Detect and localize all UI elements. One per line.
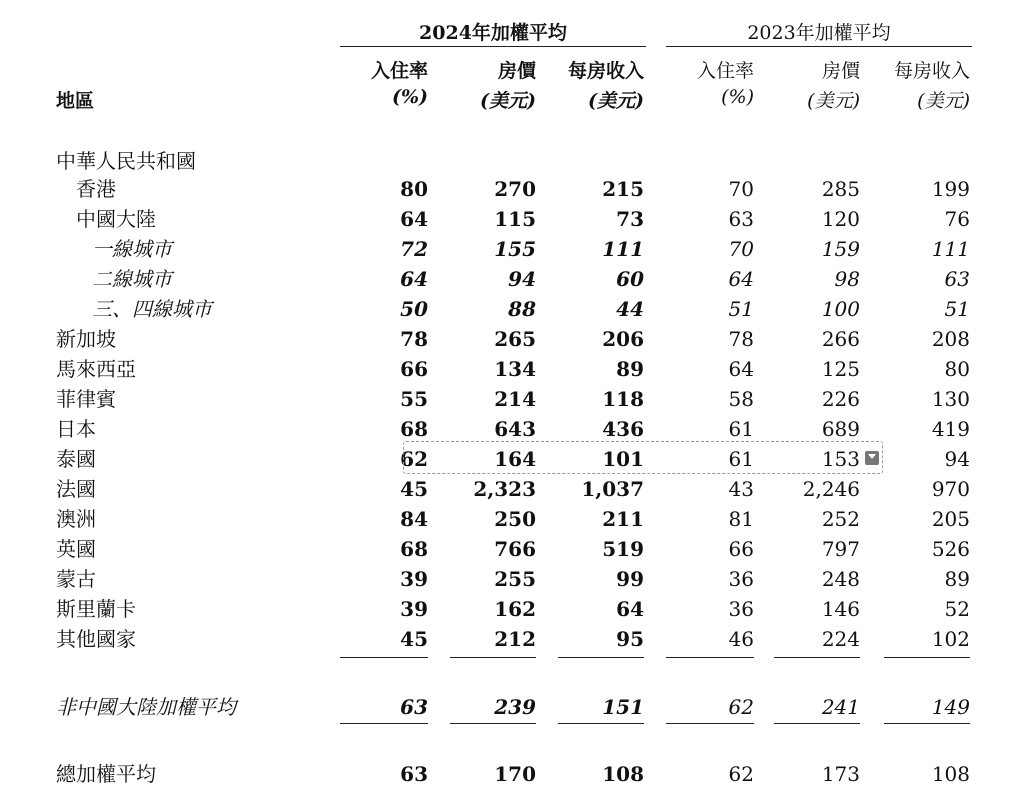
table-cell: 45 [400, 627, 428, 651]
table-cell: 61 [728, 447, 754, 471]
table-row [0, 354, 1024, 384]
table-row [0, 414, 1024, 444]
table-row [0, 174, 1024, 204]
table-cell: 68 [400, 417, 428, 441]
col-unit-rate-2024: (美元) [480, 90, 536, 112]
summary-separator-4 [666, 657, 754, 658]
avg-separator-6 [884, 723, 970, 724]
table-cell: 208 [931, 327, 970, 351]
table-cell: 125 [821, 357, 860, 381]
table-row [0, 534, 1024, 564]
table-cell: 55 [400, 387, 428, 411]
region-label: 二線城市 [92, 267, 172, 291]
col-unit-occupancy-2023: (%) [721, 86, 754, 108]
table-cell: 101 [602, 447, 644, 471]
table-cell: 64 [728, 357, 754, 381]
table-cell: 94 [508, 267, 536, 291]
row-selection-box[interactable] [403, 441, 883, 474]
table-cell: 285 [821, 177, 860, 201]
table-cell: 64 [400, 207, 428, 231]
summary-separator-6 [884, 657, 970, 658]
table-cell: 239 [494, 695, 536, 719]
col-header-revpar-2024: 每房收入 [567, 60, 644, 82]
table-cell: 797 [821, 537, 860, 561]
table-row [0, 204, 1024, 234]
summary-separator-1 [340, 657, 428, 658]
table-row [0, 594, 1024, 624]
table-cell: 62 [728, 695, 754, 719]
table-cell: 164 [494, 447, 536, 471]
table-cell: 155 [494, 237, 536, 261]
table-cell: 1,037 [581, 477, 644, 501]
table-cell: 66 [728, 537, 754, 561]
table-cell: 212 [494, 627, 536, 651]
table-row [0, 324, 1024, 354]
region-label: 馬來西亞 [56, 357, 136, 381]
table-cell: 95 [616, 627, 644, 651]
avg-separator-1 [340, 723, 428, 724]
table-cell: 120 [821, 207, 860, 231]
col-header-occupancy-2023: 入住率 [696, 60, 754, 82]
table-cell: 62 [728, 762, 754, 786]
table-cell: 88 [508, 297, 536, 321]
table-cell: 63 [400, 762, 428, 786]
table-cell: 226 [821, 387, 860, 411]
table-cell: 63 [944, 267, 970, 291]
col-header-rate-2023: 房價 [821, 60, 860, 82]
col-header-occupancy-2024: 入住率 [370, 60, 428, 82]
col-unit-revpar-2024: (美元) [588, 90, 644, 112]
table-cell: 72 [400, 237, 428, 261]
region-label: 新加坡 [56, 327, 116, 351]
col-unit-revpar-2023: (美元) [917, 90, 970, 112]
table-cell: 241 [821, 695, 860, 719]
table-cell: 108 [931, 762, 970, 786]
col-unit-occupancy-2024: (%) [391, 86, 428, 108]
region-label: 中國大陸 [76, 207, 156, 231]
table-cell: 162 [494, 597, 536, 621]
table-cell: 224 [821, 627, 860, 651]
col-unit-rate-2023: (美元) [807, 90, 860, 112]
table-cell: 519 [602, 537, 644, 561]
table-cell: 205 [931, 507, 970, 531]
table-cell: 43 [728, 477, 754, 501]
table-cell: 61 [728, 417, 754, 441]
table-cell: 64 [400, 267, 428, 291]
avg-separator-3 [558, 723, 644, 724]
summary-row-total [0, 759, 1024, 789]
summary-separator-3 [558, 657, 644, 658]
table-row [0, 474, 1024, 504]
table-row [0, 384, 1024, 414]
region-label: 斯里蘭卡 [56, 597, 136, 621]
table-cell: 215 [602, 177, 644, 201]
table-row [0, 146, 1024, 176]
table-cell: 151 [602, 695, 644, 719]
table-cell: 98 [834, 267, 860, 291]
col-header-revpar-2023: 每房收入 [893, 60, 970, 82]
table-cell: 419 [931, 417, 970, 441]
table-cell: 170 [494, 762, 536, 786]
table-row [0, 624, 1024, 654]
table-cell: 99 [616, 567, 644, 591]
table-cell: 108 [602, 762, 644, 786]
region-label: 香港 [76, 177, 116, 201]
table-cell: 51 [728, 297, 754, 321]
dropdown-chevron-icon[interactable] [865, 451, 879, 465]
table-cell: 78 [728, 327, 754, 351]
table-cell: 46 [728, 627, 754, 651]
avg-separator-5 [774, 723, 860, 724]
table-cell: 36 [728, 597, 754, 621]
table-cell: 436 [602, 417, 644, 441]
table-row [0, 564, 1024, 594]
table-cell: 89 [616, 357, 644, 381]
table-cell: 100 [821, 297, 860, 321]
region-label: 中華人民共和國 [56, 149, 196, 173]
table-cell: 45 [400, 477, 428, 501]
table-cell: 84 [400, 507, 428, 531]
table-cell: 266 [821, 327, 860, 351]
table-cell: 70 [728, 237, 754, 261]
table-cell: 36 [728, 567, 754, 591]
table-cell: 970 [931, 477, 970, 501]
table-cell: 89 [944, 567, 970, 591]
avg-separator-2 [450, 723, 536, 724]
region-label: 英國 [56, 537, 96, 561]
table-cell: 80 [944, 357, 970, 381]
table-row [0, 504, 1024, 534]
table-row [0, 234, 1024, 264]
group-header-2024: 2024年加權平均 [419, 22, 567, 44]
table-cell: 68 [400, 537, 428, 561]
table-cell: 44 [616, 297, 644, 321]
table-cell: 255 [494, 567, 536, 591]
table-cell: 153 [821, 447, 860, 471]
table-cell: 118 [602, 387, 644, 411]
table-cell: 111 [931, 237, 970, 261]
table-cell: 265 [494, 327, 536, 351]
region-label: 菲律賓 [56, 387, 116, 411]
region-label: 非中國大陸加權平均 [56, 695, 236, 719]
region-label: 泰國 [56, 447, 96, 471]
table-cell: 2,323 [473, 477, 536, 501]
table-cell: 159 [821, 237, 860, 261]
table-cell: 115 [494, 207, 536, 231]
table-cell: 102 [931, 627, 970, 651]
table-cell: 689 [821, 417, 860, 441]
table-cell: 52 [944, 597, 970, 621]
table-cell: 526 [931, 537, 970, 561]
table-cell: 81 [728, 507, 754, 531]
table-cell: 173 [821, 762, 860, 786]
table-row [0, 294, 1024, 324]
table-cell: 766 [494, 537, 536, 561]
table-cell: 211 [602, 507, 644, 531]
table-row [0, 264, 1024, 294]
table-cell: 94 [944, 447, 970, 471]
region-label: 其他國家 [56, 627, 136, 651]
region-column-header: 地區 [56, 90, 95, 112]
table-cell: 199 [931, 177, 970, 201]
table-cell: 63 [400, 695, 428, 719]
region-label: 三、四線城市 [92, 297, 212, 321]
table-cell: 248 [821, 567, 860, 591]
table-cell: 76 [944, 207, 970, 231]
table-cell: 50 [400, 297, 428, 321]
table-cell: 58 [728, 387, 754, 411]
table-cell: 130 [931, 387, 970, 411]
table-cell: 134 [494, 357, 536, 381]
table-cell: 73 [616, 207, 644, 231]
table-cell: 111 [602, 237, 644, 261]
region-label: 總加權平均 [56, 762, 156, 786]
table-cell: 60 [616, 267, 644, 291]
summary-separator-5 [774, 657, 860, 658]
table-cell: 64 [728, 267, 754, 291]
region-label: 澳洲 [56, 507, 96, 531]
summary-separator-2 [450, 657, 536, 658]
table-cell: 252 [821, 507, 860, 531]
table-cell: 2,246 [802, 477, 860, 501]
table-cell: 39 [400, 567, 428, 591]
region-label: 蒙古 [56, 567, 96, 591]
table-cell: 206 [602, 327, 644, 351]
table-cell: 250 [494, 507, 536, 531]
col-header-rate-2024: 房價 [497, 60, 536, 82]
table-cell: 51 [944, 297, 970, 321]
table-cell: 149 [931, 695, 970, 719]
table-cell: 63 [728, 207, 754, 231]
table-cell: 70 [728, 177, 754, 201]
table-cell: 80 [400, 177, 428, 201]
region-label: 日本 [56, 417, 96, 441]
group-underline-2023 [666, 46, 972, 47]
table-cell: 62 [400, 447, 428, 471]
table-cell: 78 [400, 327, 428, 351]
table-cell: 66 [400, 357, 428, 381]
region-label: 一線城市 [92, 237, 172, 261]
group-header-2023: 2023年加權平均 [747, 22, 891, 44]
table-cell: 39 [400, 597, 428, 621]
region-label: 法國 [56, 477, 96, 501]
avg-separator-4 [666, 723, 754, 724]
table-cell: 214 [494, 387, 536, 411]
table-cell: 146 [821, 597, 860, 621]
table-cell: 270 [494, 177, 536, 201]
group-underline-2024 [340, 46, 646, 47]
table-cell: 64 [616, 597, 644, 621]
table-cell: 643 [494, 417, 536, 441]
summary-row-non-mainland [0, 692, 1024, 722]
